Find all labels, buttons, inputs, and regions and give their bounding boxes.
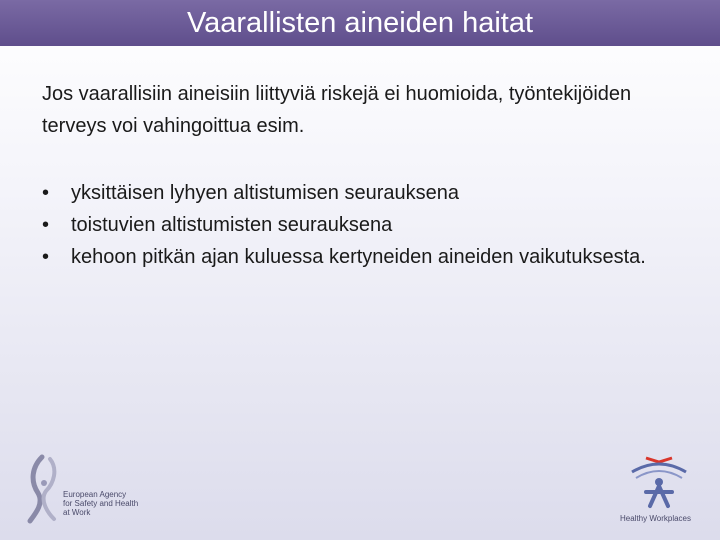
bullet-icon: • <box>42 214 50 236</box>
healthy-workplaces-logo-text: Healthy Workplaces <box>620 514 691 523</box>
list-item <box>42 243 682 271</box>
list-item <box>42 179 682 207</box>
bullet-icon: • <box>42 246 50 268</box>
intro-paragraph: Jos vaarallisiin aineisiin liittyviä riskejä ei huomioida, työntekijöiden terveys voi vahingoittua esim. <box>42 83 632 137</box>
slide-title: Vaarallisten aineiden haitat <box>186 7 534 39</box>
bullet-text: kehoon pitkän ajan kuluessa kertyneiden aineiden vaikutuksesta. <box>71 246 646 268</box>
list-item <box>42 211 682 239</box>
bullet-icon: • <box>42 182 50 204</box>
bullet-list <box>42 179 682 275</box>
eu-osha-logo-text: European Agency for Safety and Health at Work <box>63 490 139 517</box>
bullet-text: yksittäisen lyhyen altistumisen seurauksena <box>71 182 459 204</box>
slide-title-bar <box>0 0 720 46</box>
bullet-text: toistuvien altistumisten seurauksena <box>71 214 393 236</box>
healthy-workplaces-logo-icon <box>624 452 694 514</box>
